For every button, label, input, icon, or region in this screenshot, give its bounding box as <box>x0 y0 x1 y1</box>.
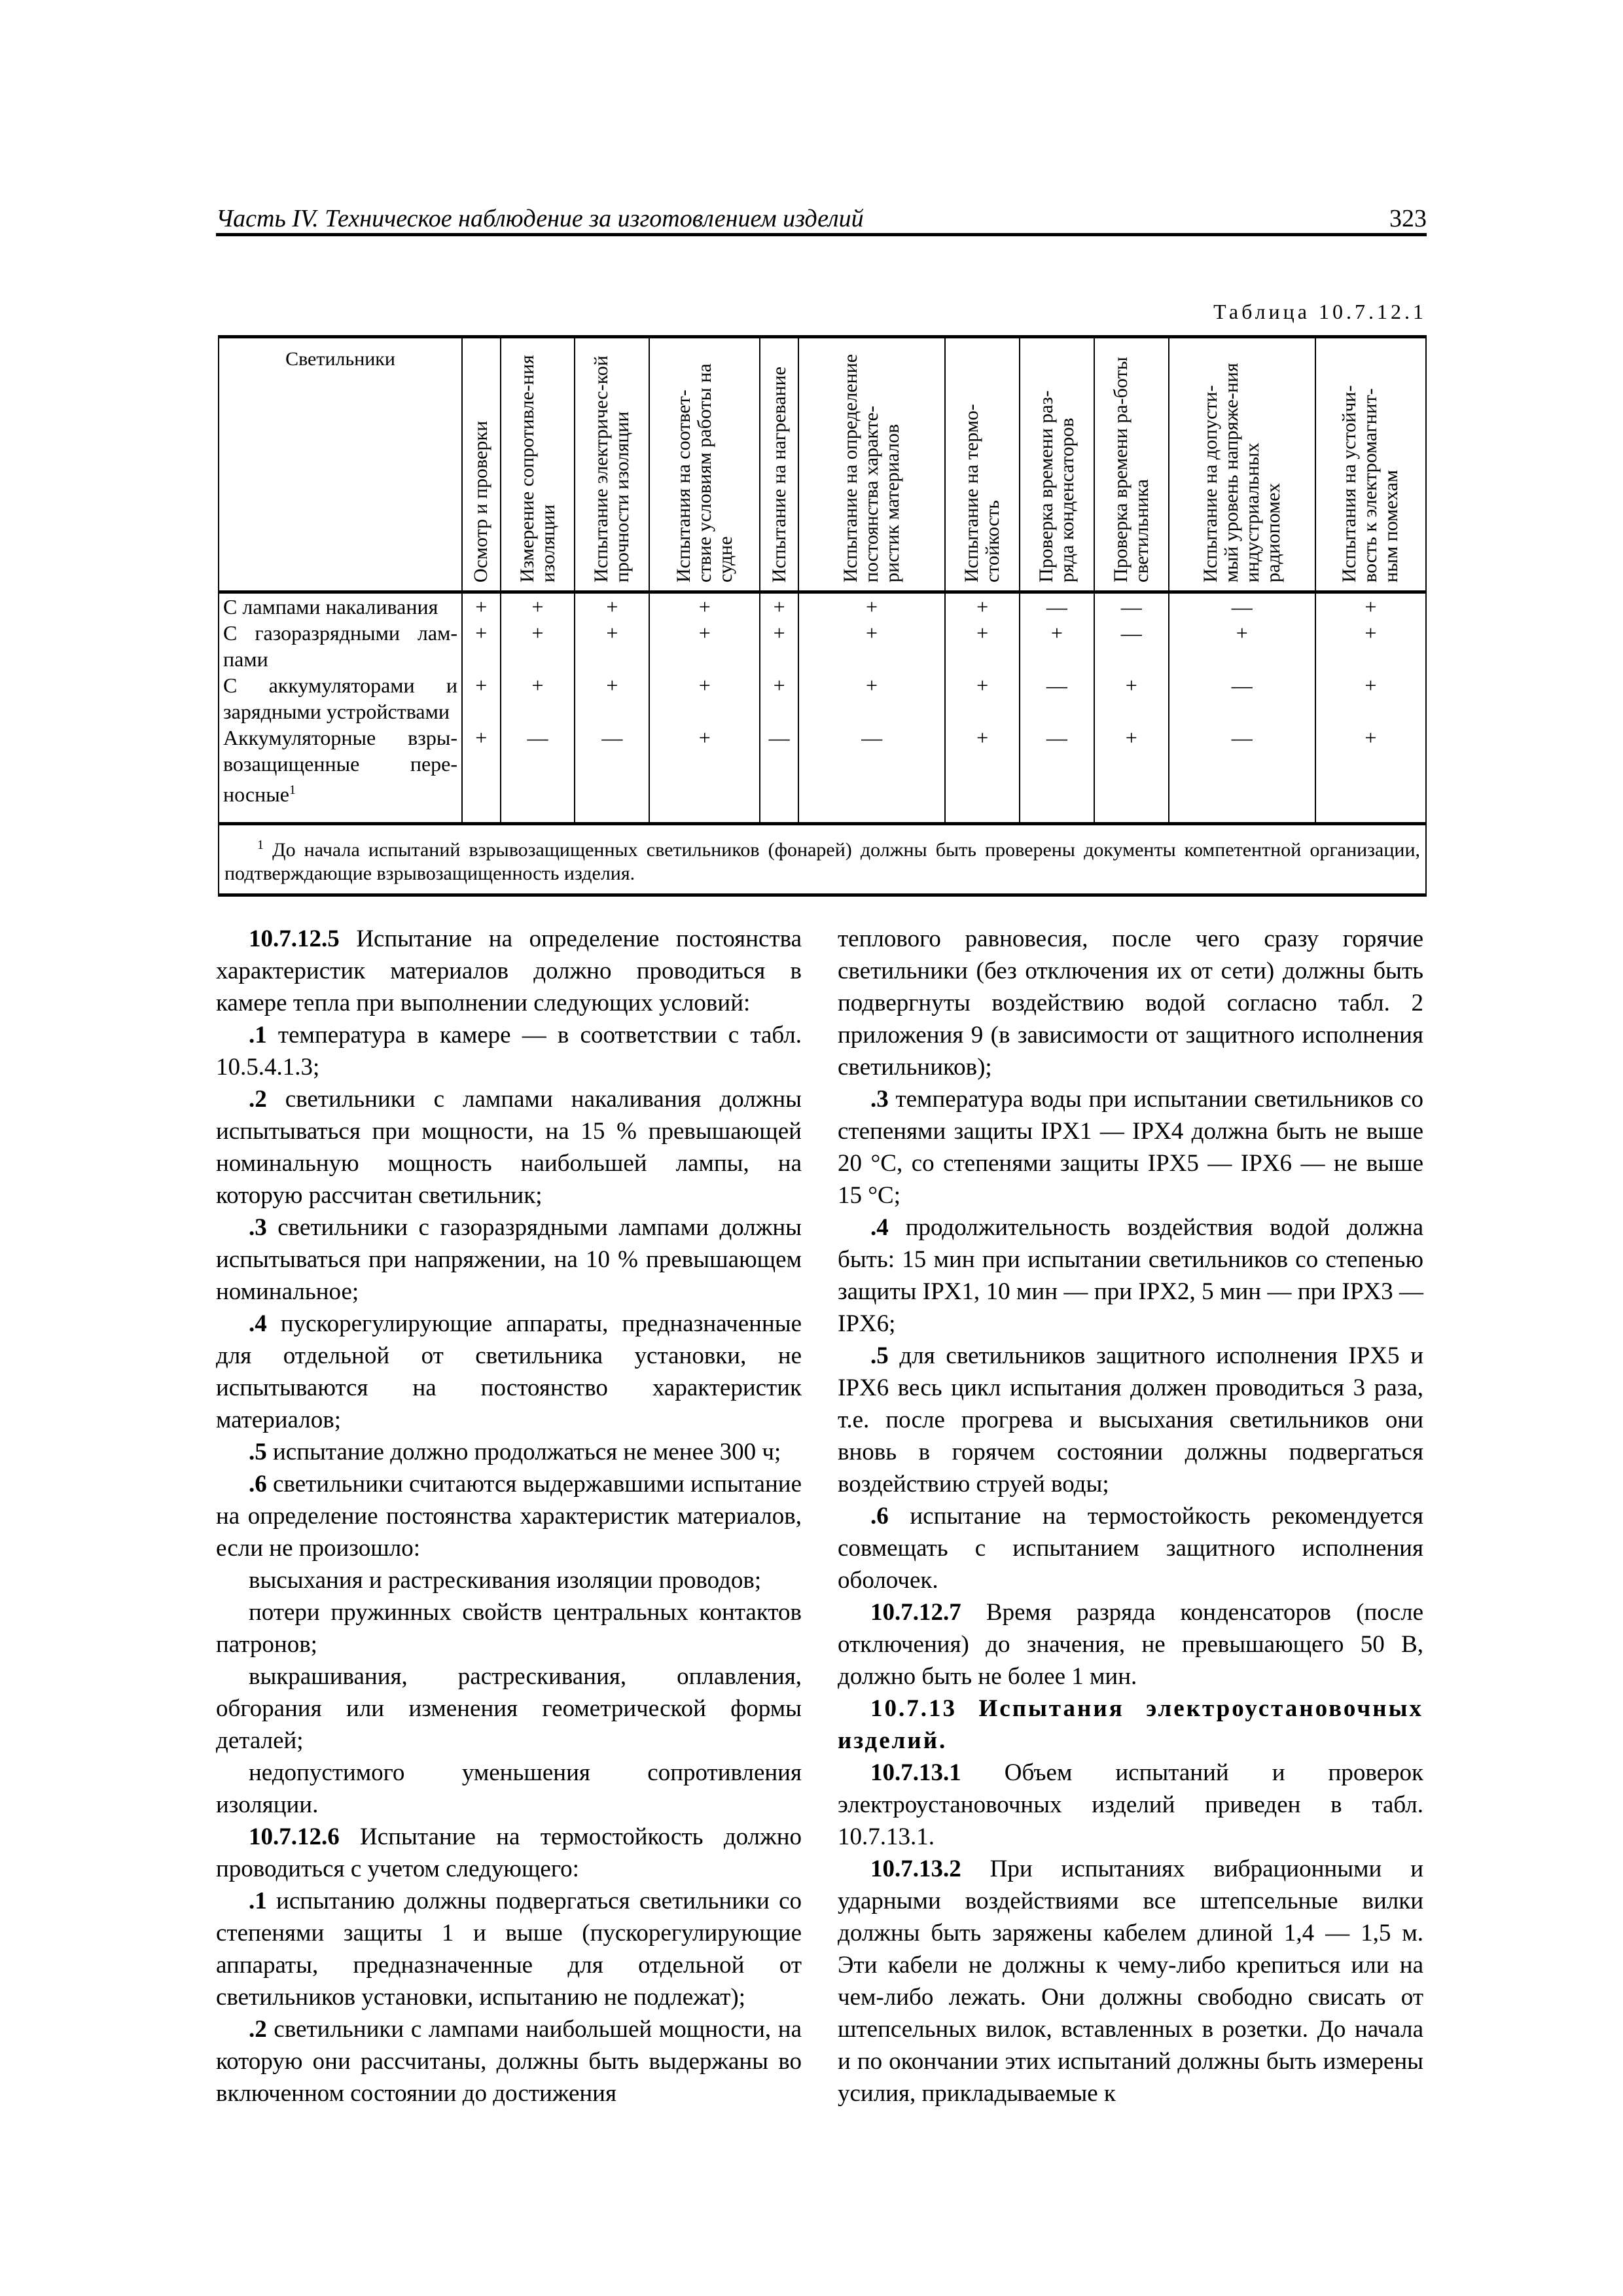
row-label <box>219 672 462 725</box>
paragraph-text: Испытание на термостойкость должно проводиться с учетом следующего: <box>216 1823 802 1882</box>
paragraph <box>838 1693 1423 1757</box>
table-footnote <box>219 823 1426 895</box>
table-cell: — <box>760 725 798 823</box>
clause-number: .3 <box>249 1214 267 1241</box>
column-header-label: Осмотр и проверки <box>470 420 492 583</box>
table-cell: + <box>1315 725 1426 823</box>
table-cell: — <box>1094 620 1169 672</box>
paragraph-text: выкрашивания, растрескивания, оплавления, обгорания или изменения геометрической формы деталей; <box>216 1663 802 1754</box>
table-cell: + <box>760 620 798 672</box>
paragraph <box>216 1596 802 1660</box>
table-cell: + <box>575 620 649 672</box>
paragraph <box>838 923 1423 1083</box>
table-caption: Таблица 10.7.12.1 <box>1213 300 1427 323</box>
table-cell: + <box>945 592 1020 620</box>
table-cell: — <box>1020 592 1094 620</box>
column-header <box>1020 337 1094 592</box>
table-row <box>219 592 1426 620</box>
paragraph-text: недопустимого уменьшения сопротивления изоляции. <box>216 1759 802 1818</box>
paragraph-text: При испытаниях вибрационными и ударными воздействиями все штепсельные вилки должны быть заряжены кабелем длиной 1,4 — 1,5 м. Эти кабели не должны к чему-либо крепиться или на чем-либо лежать. Они должны свободно свисать от штепсельных вилок, вставленных в розетки. До начала и по окончании этих испытаний должны быть измерены усилия, прикладываемые к <box>838 1856 1423 2107</box>
paragraph-text: теплового равновесия, после чего сразу горячие светильники (без отключения их от сети) должны быть подвергнуты воздействию водой согласно табл. 2 приложения 9 (в зависимости от защитного исполнения светильников); <box>838 925 1423 1081</box>
table-cell: + <box>649 725 760 823</box>
column-header-label: Испытание на допусти-мый уровень напряже-ния индустриальных радиопомех <box>1199 363 1284 583</box>
footnote-ref: 1 <box>289 783 296 797</box>
clause-number: .1 <box>249 1022 267 1049</box>
paragraph <box>216 1564 802 1596</box>
paragraph-text: Испытания электроустановочных изделий. <box>838 1695 1423 1754</box>
table-cell: + <box>945 725 1020 823</box>
clause-number: .3 <box>870 1086 889 1113</box>
clause-number: .4 <box>249 1310 267 1337</box>
row-label-text: Аккумуляторные взры-возащищенные пере-носные <box>223 726 457 806</box>
clause-number: 10.7.13.1 <box>870 1759 961 1786</box>
table-cell: — <box>501 725 575 823</box>
clause-number: .5 <box>249 1439 267 1465</box>
column-header <box>945 337 1020 592</box>
paragraph <box>216 1660 802 1757</box>
table-cell: — <box>1094 592 1169 620</box>
paragraph-text: светильники с лампами накаливания должны испытываться при мощности, на 15 % превышающей номинальную мощность наибольшей лампы, на которую рассчитан светильник; <box>216 1086 802 1209</box>
table-cell: + <box>462 725 501 823</box>
table-row <box>219 725 1426 823</box>
column-header <box>798 337 945 592</box>
table-cell: + <box>1169 620 1315 672</box>
paragraph <box>838 1596 1423 1693</box>
paragraph-text: испытание должно продолжаться не менее 300 ч; <box>266 1439 781 1465</box>
table-cell: + <box>501 592 575 620</box>
table-cell: + <box>462 620 501 672</box>
table-cell: — <box>1020 672 1094 725</box>
column-header-label: Испытание на термо-стойкость <box>961 404 1004 583</box>
test-table <box>218 335 1427 897</box>
left-column <box>216 923 802 2109</box>
running-header <box>216 196 1427 236</box>
column-header <box>462 337 501 592</box>
table-cell: — <box>1169 725 1315 823</box>
clause-number: .2 <box>249 2016 267 2043</box>
clause-number: 10.7.12.7 <box>870 1599 961 1626</box>
table-cell: + <box>760 592 798 620</box>
table-cell: — <box>798 725 945 823</box>
header-title: Часть IV. Техническое наблюдение за изготовлением изделий <box>216 205 864 232</box>
clause-number: .2 <box>249 1086 267 1113</box>
column-header <box>760 337 798 592</box>
row-label-text: С лампами накаливания <box>223 595 438 619</box>
column-header <box>1094 337 1169 592</box>
column-header-label: Измерение сопротивле-ния изоляции <box>516 355 559 583</box>
table-cell: + <box>1315 592 1426 620</box>
table-cell: + <box>501 620 575 672</box>
paragraph <box>838 1340 1423 1500</box>
footnote-mark: 1 <box>257 837 264 852</box>
row-label <box>219 592 462 620</box>
table-cell: — <box>1020 725 1094 823</box>
column-header <box>501 337 575 592</box>
paragraph-text: Объем испытаний и проверок электроустановочных изделий приведен в табл. 10.7.13.1. <box>838 1759 1423 1850</box>
paragraph-text: пускорегулирующие аппараты, предназначенные для отдельной от светильника установки, не испытываются на постоянство характеристик материалов; <box>216 1310 802 1433</box>
table-cell: + <box>760 672 798 725</box>
row-label-text: С аккумуляторами и зарядными устройствами <box>223 673 457 723</box>
paragraph-text: температура воды при испытании светильников со степенями защиты IPX1 — IPX4 должна быть не выше 20 °С, со степенями защиты IPX5 — IPX6 — не выше 15 °С; <box>838 1086 1423 1209</box>
table-row <box>219 620 1426 672</box>
paragraph <box>216 1019 802 1083</box>
table-cell: + <box>798 620 945 672</box>
paragraph-text: продолжительность воздействия водой должна быть: 15 мин при испытании светильников со степенью защиты IPX1, 10 мин — при IPX2, 5 мин — при IPX3 — IPX6; <box>838 1214 1423 1337</box>
paragraph-text: Время разряда конденсаторов (после отключения) до значения, не превышающего 50 В, должно быть не более 1 мин. <box>838 1599 1423 1690</box>
paragraph <box>838 1500 1423 1596</box>
column-header <box>1169 337 1315 592</box>
table-cell: + <box>649 620 760 672</box>
table-cell: + <box>462 672 501 725</box>
table-cell: — <box>1169 672 1315 725</box>
paragraph <box>216 923 802 1019</box>
paragraph <box>216 2013 802 2109</box>
column-header-label: Испытание на определение постоянства характе-ристик материалов <box>840 353 904 583</box>
table-cell: + <box>1094 672 1169 725</box>
page-number: 323 <box>1389 205 1427 232</box>
column-header-label: Испытание электричес-кой прочности изоляции <box>590 355 633 583</box>
paragraph-text: светильники считаются выдержавшими испытание на определение постоянства характеристик материалов, если не произошло: <box>216 1471 802 1562</box>
clause-number: .6 <box>249 1471 267 1498</box>
clause-number: 10.7.12.6 <box>249 1823 340 1850</box>
clause-number: .6 <box>870 1503 889 1530</box>
clause-number: 10.7.12.5 <box>249 925 340 952</box>
column-header-label: Проверка времени раз-ряда конденсаторов <box>1035 390 1078 583</box>
table-cell: + <box>945 672 1020 725</box>
paragraph-text: светильники с газоразрядными лампами должны испытываться при напряжении, на 10 % превышающем номинальное; <box>216 1214 802 1305</box>
clause-number: .1 <box>249 1888 267 1914</box>
column-header-label: Испытание на нагревание <box>768 366 790 583</box>
table-cell: + <box>798 672 945 725</box>
paragraph <box>838 1211 1423 1340</box>
table-cell: + <box>501 672 575 725</box>
paragraph <box>216 1211 802 1308</box>
table-cell: + <box>798 592 945 620</box>
paragraph <box>216 1436 802 1468</box>
column-header <box>575 337 649 592</box>
paragraph <box>838 1757 1423 1853</box>
table-cell: + <box>945 620 1020 672</box>
column-header-label: Испытания на устойчи-вость к электромагнит-ным помехам <box>1338 385 1402 583</box>
right-column <box>838 923 1423 2109</box>
table-cell: + <box>1020 620 1094 672</box>
table-cell: + <box>575 672 649 725</box>
table-cell: + <box>1315 672 1426 725</box>
clause-number: 10.7.13.2 <box>870 1856 961 1882</box>
paragraph-text: температура в камере — в соответствии с табл. 10.5.4.1.3; <box>216 1022 802 1081</box>
table-cell: + <box>649 672 760 725</box>
paragraph <box>216 1757 802 1821</box>
table-cell: + <box>575 592 649 620</box>
column-header-luminaires: Светильники <box>219 337 462 592</box>
clause-number: .5 <box>870 1342 889 1369</box>
row-label <box>219 725 462 823</box>
paragraph <box>216 1083 802 1211</box>
paragraph-text: светильники с лампами наибольшей мощности, на которую они рассчитаны, должны быть выдержаны во включенном состоянии до достижения <box>216 2016 802 2107</box>
column-header <box>1315 337 1426 592</box>
paragraph <box>216 1468 802 1564</box>
table-cell: + <box>1315 620 1426 672</box>
table-cell: + <box>462 592 501 620</box>
row-label <box>219 620 462 672</box>
column-header <box>649 337 760 592</box>
table-cell: + <box>649 592 760 620</box>
clause-number: 10.7.13 <box>870 1695 957 1722</box>
paragraph-text: для светильников защитного исполнения IPX5 и IPX6 весь цикл испытания должен проводиться 3 раза, т.е. после прогрева и высыхания светильников они вновь в горячем состоянии должны подвергаться воздействию струей воды; <box>838 1342 1423 1498</box>
paragraph-text: высыхания и растрескивания изоляции проводов; <box>249 1567 762 1594</box>
paragraph-text: Испытание на определение постоянства характеристик материалов должно проводиться в камере тепла при выполнении следующих условий: <box>216 925 802 1016</box>
table-cell: — <box>575 725 649 823</box>
paragraph <box>838 1083 1423 1211</box>
column-header-label: Проверка времени ра-боты светильника <box>1109 357 1152 583</box>
table-row <box>219 672 1426 725</box>
column-header-label: Испытания на соответ-ствие условиям работы на судне <box>672 363 736 583</box>
paragraph <box>216 1308 802 1436</box>
paragraph-text: испытанию должны подвергаться светильники со степенями защиты 1 и выше (пускорегулирующие аппараты, предназначенные для отдельной от светильников установки, испытанию не подлежат); <box>216 1888 802 2011</box>
table-cell: — <box>1169 592 1315 620</box>
paragraph-text: потери пружинных свойств центральных контактов патронов; <box>216 1599 802 1658</box>
paragraph <box>216 1821 802 1885</box>
footnote-text: До начала испытаний взрывозащищенных светильников (фонарей) должны быть проверены документы компетентной организации, подтверждающие взрывозащищенность изделия. <box>224 838 1421 884</box>
row-label-text: С газоразрядными лам-пами <box>223 621 457 671</box>
clause-number: .4 <box>870 1214 889 1241</box>
paragraph-text: испытание на термостойкость рекомендуется совмещать с испытанием защитного исполнения оболочек. <box>838 1503 1423 1594</box>
paragraph <box>838 1853 1423 2109</box>
paragraph <box>216 1885 802 2013</box>
table-cell: + <box>1094 725 1169 823</box>
